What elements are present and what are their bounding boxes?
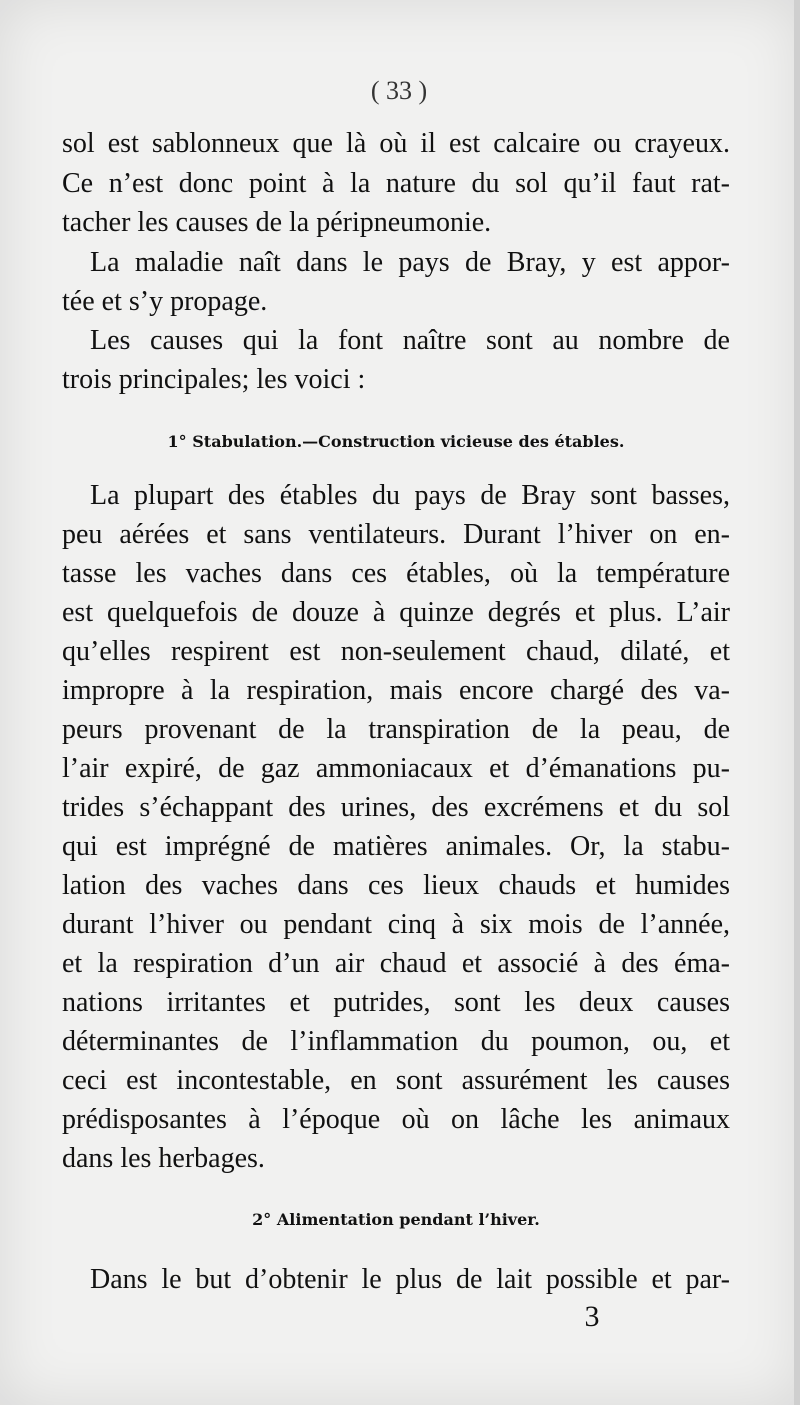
text-line: qu’elles respirent est non-seulement chaud, dilaté, et bbox=[62, 636, 730, 667]
text-line: sol est sablonneux que là où il est calcaire ou crayeux. bbox=[62, 128, 730, 159]
text-line: lation des vaches dans ces lieux chauds et humides bbox=[62, 870, 730, 901]
text-line: l’air expiré, de gaz ammoniacaux et d’émanations pu- bbox=[62, 753, 730, 784]
text-line: impropre à la respiration, mais encore chargé des va- bbox=[62, 675, 730, 706]
text-line: Dans le but d’obtenir le plus de lait possible et par- bbox=[90, 1264, 730, 1295]
text-line: tasse les vaches dans ces étables, où la température bbox=[62, 558, 730, 589]
text-line: déterminantes de l’inflammation du poumon, ou, et bbox=[62, 1026, 730, 1057]
text-line: trois principales; les voici : bbox=[62, 364, 366, 395]
section-heading: 2° Alimentation pendant l’hiver. bbox=[252, 1210, 540, 1229]
section-heading: 1° Stabulation.—Construction vicieuse des étables. bbox=[167, 432, 625, 451]
page-edge bbox=[794, 0, 800, 1405]
text-line: tée et s’y propage. bbox=[62, 286, 268, 317]
text-line: peurs provenant de la transpiration de la peau, de bbox=[62, 714, 730, 745]
text-line: prédisposantes à l’époque où on lâche les animaux bbox=[62, 1104, 730, 1135]
text-line: dans les herbages. bbox=[62, 1143, 265, 1174]
page-number: ( 33 ) bbox=[370, 76, 428, 105]
text-line: est quelquefois de douze à quinze degrés et plus. L’air bbox=[62, 597, 730, 628]
text-line: La plupart des étables du pays de Bray sont basses, bbox=[90, 480, 730, 511]
text-line: qui est imprégné de matières animales. Or, la stabu- bbox=[62, 831, 730, 862]
text-line: La maladie naît dans le pays de Bray, y est appor- bbox=[90, 247, 730, 278]
text-line: peu aérées et sans ventilateurs. Durant l’hiver on en- bbox=[62, 519, 730, 550]
text-line: nations irritantes et putrides, sont les deux causes bbox=[62, 987, 730, 1018]
text-line: trides s’échappant des urines, des excrémens et du sol bbox=[62, 792, 730, 823]
text-line: tacher les causes de la péripneumonie. bbox=[62, 207, 492, 238]
text-line: durant l’hiver ou pendant cinq à six mois de l’année, bbox=[62, 909, 730, 940]
signature-mark: 3 bbox=[584, 1300, 600, 1333]
text-line: Les causes qui la font naître sont au nombre de bbox=[90, 325, 730, 356]
text-line: ceci est incontestable, en sont assurément les causes bbox=[62, 1065, 730, 1096]
text-line: et la respiration d’un air chaud et associé à des éma- bbox=[62, 948, 730, 979]
text-line: Ce n’est donc point à la nature du sol qu’il faut rat- bbox=[62, 168, 730, 199]
